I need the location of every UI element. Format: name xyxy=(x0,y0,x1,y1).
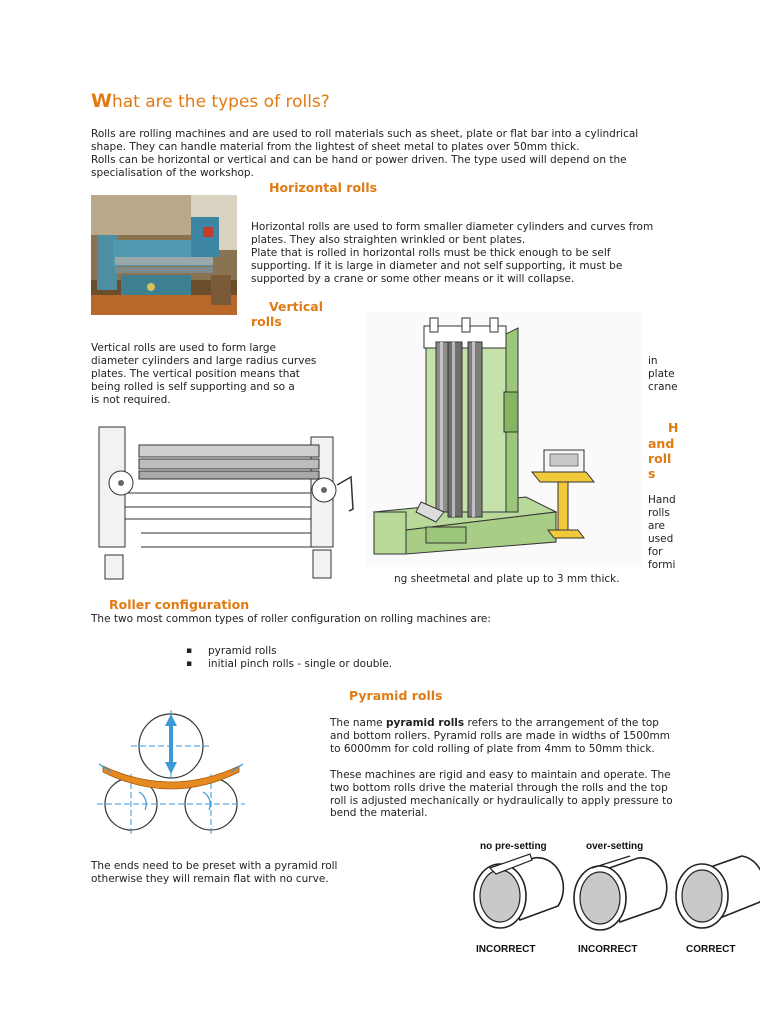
hand-rolls-text-fragment-4: used xyxy=(648,533,674,545)
hand-rolls-text-tail: ng sheetmetal and plate up to 3 mm thick. xyxy=(394,573,620,585)
roller-configuration-intro: The two most common types of roller configuration on rolling machines are: xyxy=(91,613,491,625)
hand-rolls-text-fragment-6: formi xyxy=(648,559,676,571)
vertical-rolls-fragment-1: in xyxy=(648,355,658,367)
intro-paragraph-2: Rolls can be horizontal or vertical and can be hand or power driven. The type used will depend on the specialisation of the workshop. xyxy=(91,154,627,179)
label-correct: CORRECT xyxy=(686,944,736,955)
roller-configuration-list xyxy=(208,645,392,671)
title-first-letter: W xyxy=(91,90,112,112)
vertical-rolls-text-line3: plates. The vertical position means that xyxy=(91,368,300,380)
pyramid-rolls-diagram xyxy=(91,706,251,836)
vertical-rolls-text-line2: diameter cylinders and large radius curves xyxy=(91,355,317,367)
horizontal-rolls-photo xyxy=(91,195,237,315)
hand-rolls-heading-fragment-1: H xyxy=(668,420,679,435)
preset-paragraph: The ends need to be preset with a pyramid roll otherwise they will remain flat with no curve. xyxy=(91,860,338,885)
pyramid-rolls-heading: Pyramid rolls xyxy=(349,688,443,703)
horizontal-rolls-paragraph-1: Horizontal rolls are used to form smaller diameter cylinders and curves from plates. They also straighten wrinkled or bent plates. xyxy=(251,221,654,246)
horizontal-rolls-heading: Horizontal rolls xyxy=(269,180,378,195)
vertical-rolls-text-line1: Vertical rolls are used to form large xyxy=(91,342,277,354)
list-item: ▪ pyramid rolls xyxy=(208,645,392,658)
horizontal-rolls-paragraph-2: Plate that is rolled in horizontal rolls must be thick enough to be self supporting. If it is large in diameter and not self supporting, it must be supported by a crane or some other means or it will collapse. xyxy=(251,247,623,285)
vertical-rolls-illustration xyxy=(366,312,642,567)
intro-paragraph-1: Rolls are rolling machines and are used to roll materials such as sheet, plate or flat bar into a cylindrical shape. They can handle material from the lightest of sheet metal to plates over 50mm thick. xyxy=(91,128,639,153)
pyramid-rolls-paragraph-2: These machines are rigid and easy to maintain and operate. The two bottom rolls drive the material through the rolls and the top roll is adjusted mechanically or hydraulically to apply pressure to bend the material. xyxy=(330,769,673,820)
pyramid-p1-pre: The name xyxy=(330,717,386,729)
hand-rolls-heading-fragment-4: s xyxy=(648,466,656,481)
roller-configuration-heading: Roller configuration xyxy=(109,597,250,612)
hand-rolls-text-fragment-1: Hand xyxy=(648,494,676,506)
vertical-rolls-text-line4: being rolled is self supporting and so a xyxy=(91,381,295,393)
hand-rolls-heading-fragment-3: roll xyxy=(648,451,672,466)
title-rest: hat are the types of rolls? xyxy=(111,92,330,112)
hand-rolls-text-fragment-2: rolls xyxy=(648,507,670,519)
label-incorrect-2: INCORRECT xyxy=(578,944,638,955)
vertical-rolls-fragment-2: plate xyxy=(648,368,675,380)
list-item: ▪ initial pinch rolls - single or double. xyxy=(208,658,392,671)
vertical-rolls-text-line5: is not required. xyxy=(91,394,171,406)
page-title xyxy=(91,90,330,112)
label-over-setting: over-setting xyxy=(586,841,644,852)
vertical-rolls-fragment-3: crane xyxy=(648,381,678,393)
hand-rolls-illustration xyxy=(91,415,371,585)
cylinder-no-presetting xyxy=(474,854,563,928)
cylinder-correct xyxy=(676,856,760,928)
pyramid-rolls-keyword: pyramid rolls xyxy=(385,717,465,729)
hand-rolls-heading-fragment-2: and xyxy=(648,436,675,451)
preset-figure xyxy=(470,838,760,963)
cylinder-over-setting xyxy=(574,856,667,930)
pyramid-rolls-paragraph-1 xyxy=(330,717,680,755)
vertical-rolls-heading-line1: Vertical xyxy=(269,299,324,314)
hand-rolls-text-fragment-5: for xyxy=(648,546,663,558)
hand-rolls-text-fragment-3: are xyxy=(648,520,665,532)
vertical-rolls-heading-line2: rolls xyxy=(251,314,282,329)
label-no-presetting: no pre-setting xyxy=(480,841,547,852)
label-incorrect-1: INCORRECT xyxy=(476,944,536,955)
pyramid-p1-post: refers to the arrangement of the top and bottom rollers. Pyramid rolls are made in widths of 1500mm to 6000mm for cold rolling of plate from 4mm to 50mm thick. xyxy=(330,717,671,755)
